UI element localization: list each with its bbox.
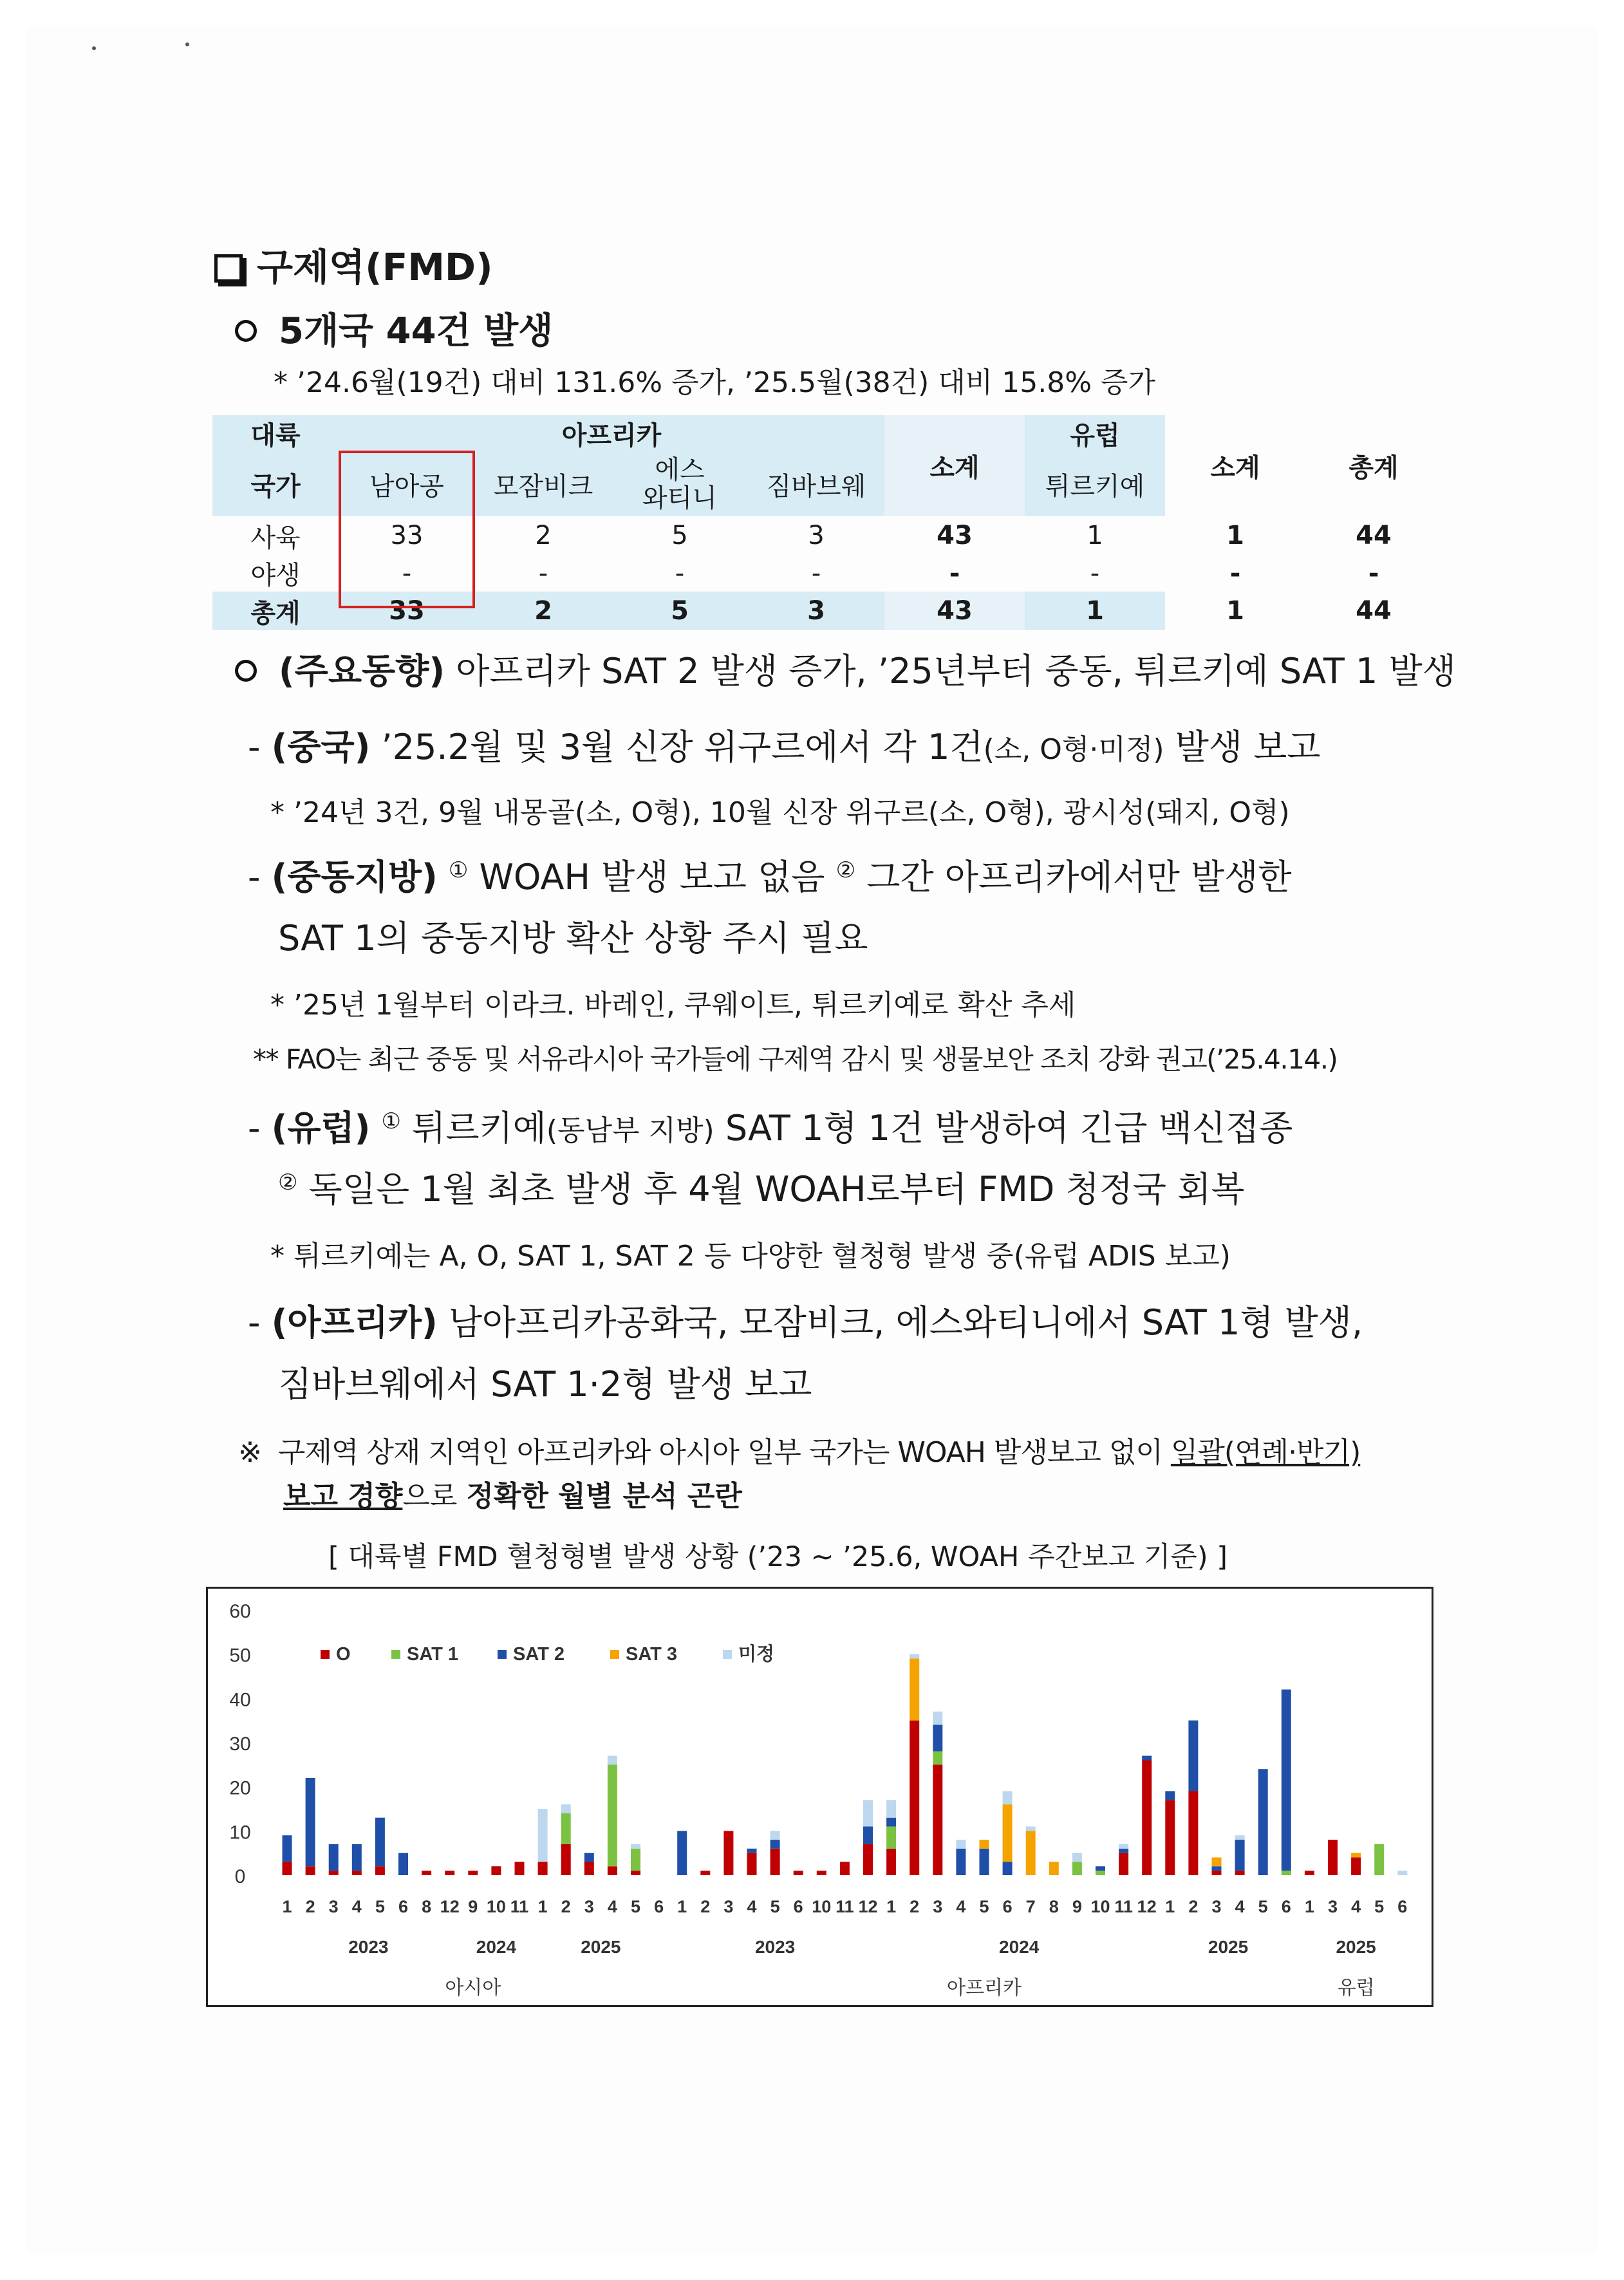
country-eswatini-line1: 에스 bbox=[655, 455, 705, 485]
bar-segment-sat-2 bbox=[375, 1818, 385, 1867]
cell: 5 bbox=[611, 592, 748, 630]
x-tick-label: 3 bbox=[1327, 1897, 1338, 1916]
cell: 5 bbox=[671, 521, 688, 550]
bar-segment-sat-2 bbox=[1142, 1756, 1152, 1761]
legend-label: SAT 3 bbox=[626, 1644, 678, 1665]
bar-segment-sat-2 bbox=[398, 1853, 408, 1875]
x-tick-label: 4 bbox=[747, 1897, 757, 1916]
x-tick-label: 6 bbox=[1002, 1897, 1013, 1916]
x-tick-label: 1 bbox=[1165, 1897, 1175, 1916]
x-tick-label: 2 bbox=[700, 1897, 711, 1916]
x-tick-label: 9 bbox=[468, 1897, 478, 1916]
legend-label: O bbox=[336, 1644, 351, 1665]
x-tick-label: 2 bbox=[910, 1897, 920, 1916]
x-tick-label: 1 bbox=[537, 1897, 548, 1916]
bar-segment-sat-3 bbox=[1026, 1831, 1036, 1875]
cell: 33 bbox=[390, 521, 424, 550]
bar-segment-sat-2 bbox=[283, 1835, 292, 1862]
legend-swatch bbox=[498, 1650, 507, 1659]
middle-east-line1: - (중동지방) ① WOAH 발생 보고 없음 ② 그간 아프리카에서만 발생한 bbox=[248, 857, 1292, 897]
legend-swatch bbox=[610, 1650, 619, 1659]
x-tick-label: 1 bbox=[1304, 1897, 1314, 1916]
legend-swatch bbox=[723, 1650, 732, 1659]
bar-segment-sat-1 bbox=[933, 1752, 942, 1765]
bar-segment-sat-3 bbox=[980, 1840, 989, 1849]
bar-segment-o bbox=[747, 1853, 757, 1875]
year-label: 2023 bbox=[348, 1937, 389, 1957]
x-tick-label: 3 bbox=[1211, 1897, 1222, 1916]
year-label: 2024 bbox=[476, 1937, 517, 1957]
bar-segment-o bbox=[329, 1871, 339, 1875]
bar-segment-미정 bbox=[910, 1654, 919, 1659]
x-tick-label: 10 bbox=[486, 1897, 506, 1916]
x-tick-label: 6 bbox=[398, 1897, 409, 1916]
x-tick-label: 2 bbox=[561, 1897, 571, 1916]
header-grand-total: 총계 bbox=[1349, 453, 1399, 483]
bar-segment-sat-2 bbox=[933, 1725, 942, 1752]
bar-segment-sat-2 bbox=[584, 1853, 594, 1862]
x-tick-label: 1 bbox=[886, 1897, 897, 1916]
bar-segment-sat-3 bbox=[1003, 1804, 1013, 1862]
x-tick-label: 4 bbox=[607, 1897, 617, 1916]
bar-segment-sat-3 bbox=[1049, 1862, 1059, 1875]
cell-subtotal: 43 bbox=[937, 521, 973, 550]
europe-line1: - (유럽) ① 튀르키예(동남부 지방) SAT 1형 1건 발생하여 긴급 백신접종 bbox=[248, 1108, 1293, 1148]
cell: - bbox=[675, 558, 685, 588]
cell-subtotal: 1 bbox=[1226, 596, 1244, 626]
bar-segment-o bbox=[631, 1871, 640, 1875]
bar-segment-미정 bbox=[1397, 1871, 1407, 1875]
bar-segment-sat-2 bbox=[352, 1844, 362, 1871]
bar-segment-o bbox=[794, 1871, 803, 1875]
bar-segment-o bbox=[1235, 1871, 1245, 1875]
x-tick-label: 10 bbox=[1090, 1897, 1110, 1916]
bar-segment-sat-2 bbox=[677, 1831, 687, 1875]
header-africa: 아프리카 bbox=[339, 415, 884, 452]
bar-segment-o bbox=[422, 1871, 431, 1875]
bar-segment-미정 bbox=[608, 1756, 617, 1765]
bar-segment-sat-2 bbox=[306, 1778, 315, 1866]
bar-segment-sat-2 bbox=[770, 1840, 780, 1849]
bar-segment-sat-2 bbox=[1003, 1862, 1013, 1875]
x-tick-label: 12 bbox=[440, 1897, 460, 1916]
bar-segment-미정 bbox=[863, 1800, 873, 1826]
cell-total: 44 bbox=[1356, 596, 1392, 626]
bar-segment-sat-1 bbox=[1282, 1871, 1291, 1875]
bar-segment-미정 bbox=[1026, 1826, 1036, 1831]
legend-swatch bbox=[321, 1650, 330, 1659]
bar-segment-미정 bbox=[933, 1712, 942, 1725]
row-label-country: 국가 bbox=[212, 452, 339, 516]
bar-segment-미정 bbox=[561, 1804, 571, 1813]
country-mozambique: 모잠비크 bbox=[475, 452, 611, 516]
scan-speck bbox=[92, 46, 96, 50]
bar-segment-sat-2 bbox=[886, 1818, 896, 1827]
header-europe: 유럽 bbox=[1025, 415, 1165, 452]
row-label-total: 총계 bbox=[212, 592, 339, 630]
bar-segment-o bbox=[306, 1866, 315, 1875]
africa-line1: - (아프리카) 남아프리카공화국, 모잠비크, 에스와티니에서 SAT 1형 발생, bbox=[248, 1302, 1363, 1343]
country-eswatini bbox=[611, 452, 748, 516]
legend-label: SAT 2 bbox=[513, 1644, 565, 1665]
x-tick-label: 4 bbox=[351, 1897, 362, 1916]
bar-segment-o bbox=[1328, 1840, 1338, 1875]
continent-label: 아프리카 bbox=[947, 1977, 1022, 1999]
bar-segment-o bbox=[933, 1764, 942, 1875]
europe-line2: ② 독일은 1월 최초 발생 후 4월 WOAH로부터 FMD 청정국 회복 bbox=[278, 1169, 1245, 1210]
header-europe-subtotal: 소계 bbox=[1210, 453, 1260, 483]
bar-segment-sat-1 bbox=[608, 1764, 617, 1866]
cell: - bbox=[811, 558, 821, 588]
china-line: - (중국) ’25.2월 및 3월 신장 위구르에서 각 1건(소, O형·미정) 발생 보고 bbox=[248, 727, 1321, 767]
bar-segment-sat-3 bbox=[1351, 1853, 1361, 1858]
legend-label: SAT 1 bbox=[407, 1644, 459, 1665]
bar-segment-sat-2 bbox=[863, 1826, 873, 1844]
x-tick-label: 11 bbox=[1114, 1897, 1133, 1916]
x-tick-label: 10 bbox=[812, 1897, 832, 1916]
cell-total: - bbox=[1368, 558, 1379, 588]
africa-line2: 짐바브웨에서 SAT 1·2형 발생 보고 bbox=[278, 1364, 812, 1405]
cell: 1 bbox=[1025, 592, 1165, 630]
y-tick-label: 30 bbox=[229, 1733, 251, 1755]
x-tick-label: 12 bbox=[858, 1897, 878, 1916]
year-label: 2025 bbox=[1208, 1937, 1249, 1957]
bar-segment-o bbox=[1188, 1791, 1198, 1875]
chart-caption: [ 대륙별 FMD 혈청형별 발생 상황 (’23 ~ ’25.6, WOAH 주간보고 기준) ] bbox=[328, 1541, 1228, 1573]
y-tick-label: 40 bbox=[229, 1689, 251, 1711]
bar-segment-o bbox=[608, 1866, 617, 1875]
bar-segment-미정 bbox=[886, 1800, 896, 1817]
bar-segment-o bbox=[1165, 1800, 1175, 1875]
bar-segment-sat-1 bbox=[1072, 1862, 1082, 1875]
circle-bullet-icon bbox=[235, 660, 257, 682]
legend-swatch bbox=[391, 1650, 400, 1659]
x-tick-label: 3 bbox=[723, 1897, 734, 1916]
bar-segment-o bbox=[1305, 1871, 1314, 1875]
bar-segment-sat-2 bbox=[956, 1849, 966, 1875]
x-tick-label: 5 bbox=[375, 1897, 385, 1916]
year-label: 2023 bbox=[754, 1937, 796, 1957]
bar-segment-sat-2 bbox=[747, 1849, 757, 1853]
x-tick-label: 6 bbox=[1281, 1897, 1291, 1916]
cell: 33 bbox=[339, 592, 475, 630]
x-tick-label: 9 bbox=[1072, 1897, 1082, 1916]
bar-segment-미정 bbox=[956, 1840, 966, 1849]
bar-segment-sat-2 bbox=[1165, 1791, 1175, 1800]
remark-line2: 보고 경향으로 정확한 월별 분석 곤란 bbox=[283, 1480, 742, 1513]
x-tick-label: 2 bbox=[305, 1897, 315, 1916]
cell: 3 bbox=[748, 592, 884, 630]
x-tick-label: 6 bbox=[1397, 1897, 1408, 1916]
bar-segment-o bbox=[840, 1862, 850, 1875]
bar-segment-o bbox=[283, 1862, 292, 1875]
y-tick-label: 50 bbox=[229, 1645, 251, 1667]
continent-label: 유럽 bbox=[1337, 1977, 1375, 1999]
middle-east-note1: * ’25년 1월부터 이라크. 바레인, 쿠웨이트, 튀르키예로 확산 추세 bbox=[270, 989, 1076, 1022]
x-tick-label: 5 bbox=[630, 1897, 641, 1916]
y-tick-label: 60 bbox=[229, 1601, 251, 1622]
bar-segment-sat-2 bbox=[1258, 1769, 1268, 1875]
bar-segment-sat-2 bbox=[980, 1849, 989, 1875]
bar-segment-미정 bbox=[1119, 1844, 1128, 1849]
bar-segment-sat-1 bbox=[1096, 1871, 1105, 1875]
country-zimbabwe: 짐바브웨 bbox=[748, 452, 884, 516]
country-turkiye: 튀르키예 bbox=[1025, 452, 1165, 516]
bar-segment-sat-2 bbox=[1282, 1690, 1291, 1871]
y-tick-label: 0 bbox=[234, 1866, 246, 1887]
bar-segment-o bbox=[886, 1849, 896, 1875]
cell-total: 44 bbox=[1356, 521, 1392, 550]
x-tick-label: 8 bbox=[422, 1897, 432, 1916]
x-tick-label: 12 bbox=[1137, 1897, 1157, 1916]
y-tick-label: 10 bbox=[229, 1822, 251, 1844]
remark-line1: ※ 구제역 상재 지역인 아프리카와 아시아 일부 국가는 WOAH 발생보고 없이 일괄(연례·반기) bbox=[238, 1436, 1361, 1469]
bar-segment-o bbox=[1212, 1871, 1222, 1875]
bar-segment-o bbox=[910, 1721, 919, 1875]
x-tick-label: 8 bbox=[1049, 1897, 1059, 1916]
x-tick-label: 5 bbox=[979, 1897, 989, 1916]
cell: - bbox=[402, 558, 412, 588]
bar-segment-미정 bbox=[538, 1809, 548, 1862]
bar-segment-미정 bbox=[1235, 1835, 1245, 1840]
cell-subtotal: 43 bbox=[884, 592, 1025, 630]
bar-segment-o bbox=[1351, 1858, 1361, 1875]
row-label-wild: 야생 bbox=[250, 561, 301, 590]
x-tick-label: 2 bbox=[1188, 1897, 1199, 1916]
country-eswatini-line2: 와티니 bbox=[642, 483, 717, 513]
bar-segment-o bbox=[1142, 1760, 1152, 1875]
x-tick-label: 6 bbox=[793, 1897, 803, 1916]
continent-label: 아시아 bbox=[445, 1977, 501, 1999]
x-tick-label: 4 bbox=[1351, 1897, 1361, 1916]
legend-label: 미정 bbox=[738, 1644, 775, 1665]
bar-segment-sat-1 bbox=[561, 1813, 571, 1844]
row-label-continent: 대륙 bbox=[212, 415, 339, 452]
x-tick-label: 7 bbox=[1025, 1897, 1036, 1916]
bar-segment-미정 bbox=[1003, 1791, 1013, 1805]
trend-line: (주요동향) 아프리카 SAT 2 발생 증가, ’25년부터 중동, 튀르키예 SAT 1 발생 bbox=[235, 644, 1456, 693]
bar-segment-sat-2 bbox=[329, 1844, 339, 1871]
bar-segment-미정 bbox=[631, 1844, 640, 1849]
x-tick-label: 5 bbox=[1258, 1897, 1268, 1916]
highlight-box-south-africa bbox=[339, 451, 475, 608]
year-label: 2025 bbox=[581, 1937, 621, 1957]
y-tick-label: 20 bbox=[229, 1777, 251, 1799]
bar-segment-o bbox=[491, 1866, 501, 1875]
bar-segment-o bbox=[445, 1871, 454, 1875]
x-tick-label: 3 bbox=[933, 1897, 943, 1916]
bar-segment-o bbox=[770, 1849, 780, 1875]
cell-subtotal: - bbox=[949, 558, 960, 588]
x-tick-label: 11 bbox=[510, 1897, 529, 1916]
bar-segment-o bbox=[375, 1866, 385, 1875]
bar-segment-sat-2 bbox=[1096, 1866, 1105, 1871]
chart-frame bbox=[206, 1587, 1433, 2007]
bar-segment-o bbox=[817, 1871, 826, 1875]
summary-note: * ’24.6월(19건) 대비 131.6% 증가, ’25.5월(38건) 대비 15.8% 증가 bbox=[274, 366, 1156, 399]
serotype-stacked-bar-chart bbox=[208, 1589, 1432, 2005]
x-tick-label: 1 bbox=[282, 1897, 292, 1916]
x-tick-label: 4 bbox=[1235, 1897, 1245, 1916]
bar-segment-sat-1 bbox=[886, 1826, 896, 1848]
x-tick-label: 4 bbox=[956, 1897, 966, 1916]
cell: 3 bbox=[808, 521, 825, 550]
bar-segment-미정 bbox=[1072, 1853, 1082, 1862]
cell: - bbox=[1090, 558, 1100, 588]
cell: - bbox=[538, 558, 548, 588]
checkbox-square-icon bbox=[214, 254, 243, 283]
bar-segment-o bbox=[538, 1862, 548, 1875]
bar-segment-sat-3 bbox=[1212, 1858, 1222, 1867]
bar-segment-o bbox=[584, 1862, 594, 1875]
scan-speck bbox=[185, 42, 189, 46]
cell-subtotal: 1 bbox=[1226, 521, 1244, 550]
row-label-farmed: 사육 bbox=[250, 523, 301, 553]
bar-segment-o bbox=[561, 1844, 571, 1875]
bar-segment-sat-2 bbox=[1119, 1849, 1128, 1853]
europe-note: * 튀르키예는 A, O, SAT 1, SAT 2 등 다양한 혈청형 발생 중(유럽 ADIS 보고) bbox=[270, 1240, 1231, 1273]
middle-east-note2: ** FAO는 최근 중동 및 서유라시아 국가들에 구제역 감시 및 생물보안 조치 강화 권고(’25.4.14.) bbox=[253, 1043, 1338, 1075]
x-tick-label: 5 bbox=[1374, 1897, 1385, 1916]
bar-segment-sat-2 bbox=[1188, 1721, 1198, 1791]
bar-segment-o bbox=[515, 1862, 525, 1875]
year-label: 2025 bbox=[1336, 1937, 1376, 1957]
cell: 2 bbox=[475, 592, 611, 630]
x-tick-label: 5 bbox=[770, 1897, 780, 1916]
bar-segment-sat-2 bbox=[1212, 1866, 1222, 1871]
bar-segment-o bbox=[1119, 1853, 1128, 1875]
bar-segment-o bbox=[352, 1871, 362, 1875]
cell-subtotal: - bbox=[1229, 558, 1241, 588]
cell: 2 bbox=[535, 521, 552, 550]
bar-segment-sat-3 bbox=[910, 1659, 919, 1721]
bar-segment-o bbox=[700, 1871, 710, 1875]
x-tick-label: 3 bbox=[584, 1897, 594, 1916]
x-tick-label: 3 bbox=[328, 1897, 339, 1916]
circle-bullet-icon bbox=[235, 320, 257, 342]
bar-segment-o bbox=[723, 1831, 733, 1875]
x-tick-label: 1 bbox=[677, 1897, 687, 1916]
bar-segment-sat-2 bbox=[1235, 1840, 1245, 1871]
cell: 1 bbox=[1087, 521, 1103, 550]
bar-segment-sat-1 bbox=[1374, 1844, 1384, 1875]
bar-segment-sat-1 bbox=[631, 1849, 640, 1871]
x-tick-label: 11 bbox=[835, 1897, 854, 1916]
section-title: 구제역(FMD) bbox=[214, 237, 493, 291]
middle-east-line2: SAT 1의 중동지방 확산 상황 주시 필요 bbox=[278, 918, 868, 958]
bar-segment-o bbox=[863, 1844, 873, 1875]
country-south-africa: 남아공 bbox=[339, 452, 475, 516]
year-label: 2024 bbox=[999, 1937, 1040, 1957]
header-africa-subtotal: 소계 bbox=[884, 415, 1025, 516]
summary-headline: 5개국 44건 발생 bbox=[235, 303, 553, 354]
bar-segment-o bbox=[468, 1871, 478, 1875]
bar-segment-미정 bbox=[770, 1831, 780, 1840]
x-tick-label: 6 bbox=[654, 1897, 664, 1916]
china-note: * ’24년 3건, 9월 내몽골(소, O형), 10월 신장 위구르(소, O형), 광시성(돼지, O형) bbox=[270, 796, 1290, 829]
